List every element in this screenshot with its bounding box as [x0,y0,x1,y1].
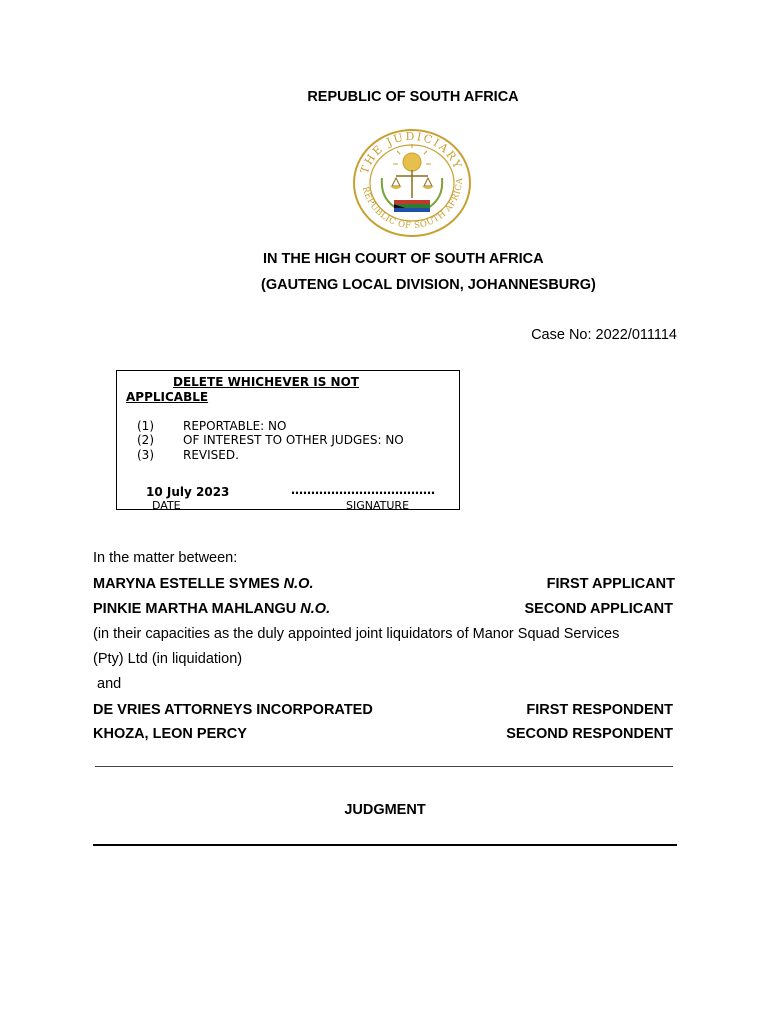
applicant-row [93,601,673,617]
item-revised: REVISED. [183,448,239,462]
item-reportable: REPORTABLE: NO [183,419,287,433]
item-number: (2) [137,433,154,447]
and-separator: and [97,676,122,692]
judiciary-seal-icon [352,128,472,238]
country-heading: REPUBLIC OF SOUTH AFRICA [307,89,519,105]
respondent-name: KHOZA, LEON PERCY [93,726,247,742]
party-name: MARYNA ESTELLE SYMES [93,576,280,592]
respondent-row [93,726,673,742]
item-of-interest: OF INTEREST TO OTHER JUDGES: NO [183,433,404,447]
date-label: DATE [152,499,181,510]
applicant-name [93,576,313,592]
divider-thick [93,844,677,846]
capacity-text: (in their capacities as the duly appointed joint liquidators of Manor Squad Services [93,626,620,642]
item-number: (3) [137,448,154,462]
party-suffix: N.O. [283,576,314,592]
item-number: (1) [137,419,154,433]
party-role: SECOND APPLICANT [524,601,673,617]
party-suffix: N.O. [300,601,331,617]
court-name: IN THE HIGH COURT OF SOUTH AFRICA [263,251,544,267]
applicant-row [93,576,675,592]
notice-box [116,370,460,510]
notice-date: 10 July 2023 [146,485,230,499]
svg-text:REPUBLIC OF SOUTH AFRICA: REPUBLIC OF SOUTH AFRICA [359,177,466,232]
judiciary-seal [352,128,472,238]
matter-intro: In the matter between: [93,550,238,566]
respondent-name: DE VRIES ATTORNEYS INCORPORATED [93,702,373,718]
party-role: SECOND RESPONDENT [506,726,673,742]
party-role: FIRST RESPONDENT [526,702,673,718]
party-name: PINKIE MARTHA MAHLANGU [93,601,297,617]
court-division: (GAUTENG LOCAL DIVISION, JOHANNESBURG) [261,277,596,293]
signature-label: SIGNATURE [346,499,410,510]
notice-heading-cont: APPLICABLE [126,390,209,404]
signature-line: ……………………………… [291,483,435,497]
document-title: JUDGMENT [344,802,426,818]
applicant-name [93,601,330,617]
svg-text:THE JUDICIARY: THE JUDICIARY [357,129,465,176]
case-number: Case No: 2022/011114 [531,327,677,343]
capacity-text-cont: (Pty) Ltd (in liquidation) [93,651,243,667]
divider [95,766,673,767]
party-role: FIRST APPLICANT [546,576,675,592]
notice-heading: DELETE WHICHEVER IS NOT [173,375,359,389]
respondent-row [93,702,673,718]
